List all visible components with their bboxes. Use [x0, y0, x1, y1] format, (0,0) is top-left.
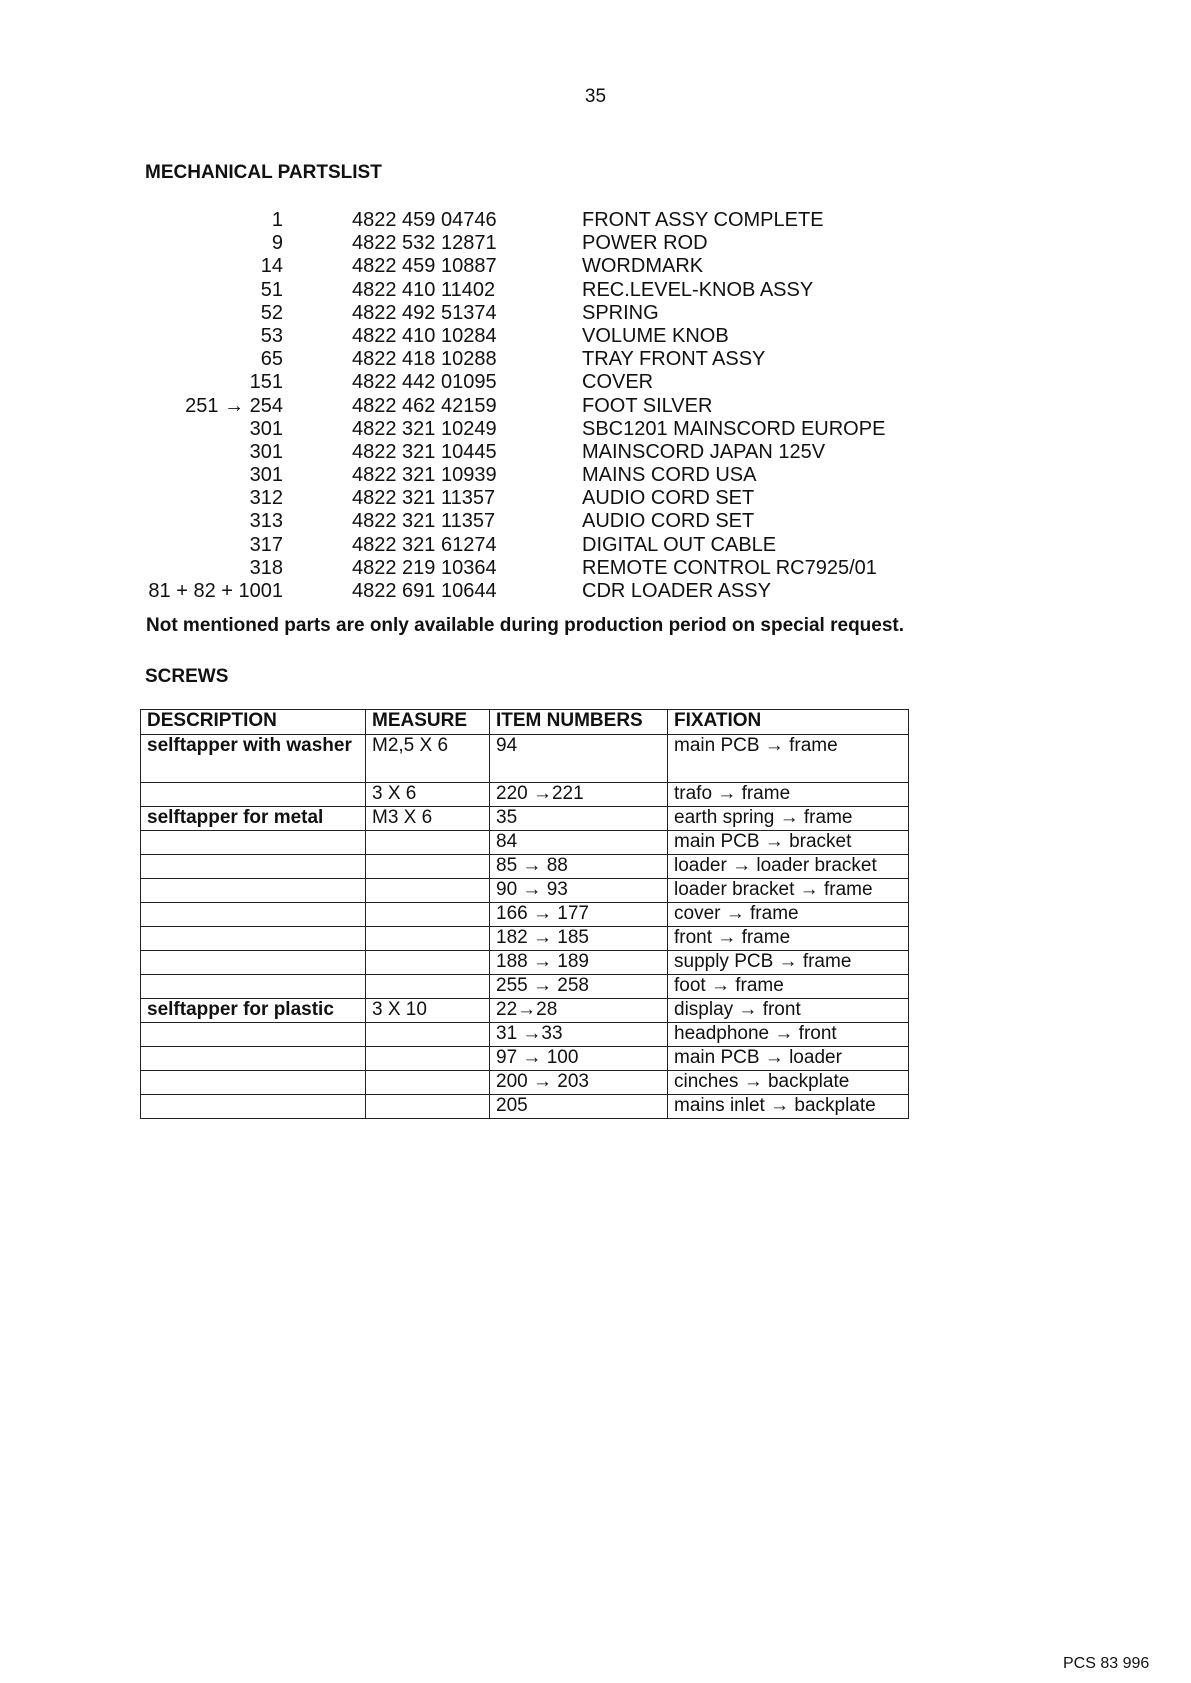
part-item: 81 + 82 + 1001 [148, 580, 283, 602]
parts-row [0, 371, 1191, 394]
availability-note: Not mentioned parts are only available during production period on special request. [146, 615, 905, 636]
table-row [141, 807, 909, 831]
cell-item-numbers: 188 → 189 [490, 951, 668, 975]
cell-item-numbers: 35 [490, 807, 668, 831]
cell-fixation: supply PCB → frame [668, 951, 909, 975]
part-item: 301 [249, 417, 283, 440]
parts-row [0, 279, 1191, 302]
part-code: 4822 459 10887 [352, 255, 497, 278]
cell-item-numbers: 97 → 100 [490, 1047, 668, 1071]
parts-row [0, 487, 1191, 510]
cell-fixation: cinches → backplate [668, 1071, 909, 1095]
cell-item-numbers: 94 [490, 735, 668, 783]
cell-description [141, 855, 366, 879]
part-description: FRONT ASSY COMPLETE [582, 209, 824, 231]
part-item: 65 [260, 348, 283, 371]
part-code: 4822 321 61274 [352, 533, 497, 556]
part-item: 301 [249, 464, 283, 487]
parts-row [0, 255, 1191, 278]
part-description: VOLUME KNOB [582, 324, 729, 347]
part-description: SBC1201 MAINSCORD EUROPE [582, 417, 886, 440]
table-row [141, 831, 909, 855]
cell-description: selftapper for plastic [141, 999, 366, 1023]
cell-fixation: main PCB → frame [668, 735, 909, 783]
table-row [141, 855, 909, 879]
part-item: 14 [260, 255, 283, 278]
part-code: 4822 691 10644 [352, 580, 497, 602]
cell-fixation: loader → loader bracket [668, 855, 909, 879]
table-row [141, 999, 909, 1023]
part-code: 4822 418 10288 [352, 348, 497, 371]
cell-description [141, 951, 366, 975]
part-code: 4822 321 10249 [352, 417, 497, 440]
cell-fixation: main PCB → loader [668, 1047, 909, 1071]
cell-measure [366, 903, 490, 927]
cell-description [141, 1047, 366, 1071]
cell-description: selftapper for metal [141, 807, 366, 831]
cell-measure [366, 951, 490, 975]
table-row [141, 735, 909, 783]
cell-fixation: headphone → front [668, 1023, 909, 1047]
part-item: 318 [249, 556, 283, 579]
cell-item-numbers: 205 [490, 1095, 668, 1119]
part-code: 4822 442 01095 [352, 371, 497, 394]
cell-description [141, 783, 366, 807]
part-item: 53 [260, 324, 283, 347]
cell-description [141, 927, 366, 951]
cell-item-numbers: 31 →33 [490, 1023, 668, 1047]
document-code: PCS 83 996 [1063, 1655, 1150, 1672]
part-code: 4822 492 51374 [352, 301, 497, 324]
part-code: 4822 410 11402 [352, 278, 496, 301]
cell-description [141, 903, 366, 927]
cell-description [141, 1023, 366, 1047]
part-description: MAINSCORD JAPAN 125V [582, 440, 826, 463]
cell-measure: 3 X 10 [366, 999, 490, 1023]
cell-fixation: cover → frame [668, 903, 909, 927]
part-item: 313 [249, 510, 283, 533]
parts-row [0, 580, 1191, 603]
part-description: POWER ROD [582, 232, 708, 255]
table-header-row [141, 710, 909, 735]
cell-fixation: trafo → frame [668, 783, 909, 807]
cell-item-numbers: 182 → 185 [490, 927, 668, 951]
cell-measure [366, 855, 490, 879]
part-item: 52 [260, 301, 283, 324]
cell-measure [366, 1047, 490, 1071]
cell-fixation: mains inlet → backplate [668, 1095, 909, 1119]
part-item: 9 [271, 232, 283, 255]
parts-row [0, 557, 1191, 580]
cell-item-numbers: 85 → 88 [490, 855, 668, 879]
cell-item-numbers: 220 →221 [490, 783, 668, 807]
parts-row [0, 348, 1191, 371]
part-code: 4822 410 10284 [352, 324, 497, 347]
cell-description [141, 879, 366, 903]
parts-row [0, 232, 1191, 255]
parts-row [0, 418, 1191, 441]
part-item: 301 [249, 440, 283, 463]
table-row [141, 1047, 909, 1071]
table-row [141, 927, 909, 951]
parts-row [0, 209, 1191, 232]
table-row [141, 975, 909, 999]
cell-measure: M3 X 6 [366, 807, 490, 831]
cell-fixation: earth spring → frame [668, 807, 909, 831]
part-code: 4822 462 42159 [352, 394, 497, 417]
cell-measure: 3 X 6 [366, 783, 490, 807]
part-item: 251 → 254 [185, 394, 283, 417]
cell-fixation: foot → frame [668, 975, 909, 999]
part-item: 151 [249, 371, 283, 394]
part-code: 4822 321 11357 [352, 510, 496, 533]
cell-item-numbers: 200 → 203 [490, 1071, 668, 1095]
column-header-description: DESCRIPTION [141, 710, 366, 735]
cell-measure [366, 1071, 490, 1095]
column-header-measure: MEASURE [366, 710, 490, 735]
parts-list-heading: MECHANICAL PARTSLIST [145, 162, 382, 183]
part-description: TRAY FRONT ASSY [582, 348, 766, 371]
part-description: DIGITAL OUT CABLE [582, 533, 777, 556]
parts-row [0, 302, 1191, 325]
column-header-fixation: FIXATION [668, 710, 909, 735]
part-item: 1 [271, 209, 283, 231]
page-number: 35 [584, 86, 607, 107]
cell-measure [366, 975, 490, 999]
cell-item-numbers: 166 → 177 [490, 903, 668, 927]
part-description: MAINS CORD USA [582, 464, 757, 487]
table-row [141, 951, 909, 975]
cell-measure [366, 1095, 490, 1119]
cell-fixation: display → front [668, 999, 909, 1023]
cell-measure [366, 879, 490, 903]
part-code: 4822 321 11357 [352, 487, 496, 510]
table-row [141, 1023, 909, 1047]
part-item: 312 [249, 487, 283, 510]
part-description: AUDIO CORD SET [582, 510, 755, 533]
cell-description: selftapper with washer [141, 735, 366, 783]
part-description: WORDMARK [582, 255, 704, 278]
part-item: 51 [260, 278, 283, 301]
parts-row [0, 325, 1191, 348]
part-description: COVER [582, 371, 654, 394]
part-description: SPRING [582, 301, 659, 324]
cell-measure [366, 1023, 490, 1047]
part-description: AUDIO CORD SET [582, 487, 755, 510]
part-description: REMOTE CONTROL RC7925/01 [582, 556, 877, 579]
part-code: 4822 321 10445 [352, 440, 497, 463]
cell-measure: M2,5 X 6 [366, 735, 490, 783]
table-row [141, 1071, 909, 1095]
cell-description [141, 975, 366, 999]
cell-fixation: main PCB → bracket [668, 831, 909, 855]
parts-row [0, 464, 1191, 487]
table-row [141, 1095, 909, 1119]
cell-item-numbers: 90 → 93 [490, 879, 668, 903]
part-description: CDR LOADER ASSY [582, 580, 771, 602]
screws-heading: SCREWS [145, 666, 229, 687]
parts-row [0, 510, 1191, 533]
cell-item-numbers: 84 [490, 831, 668, 855]
screws-table [140, 709, 909, 1119]
part-code: 4822 321 10939 [352, 464, 497, 487]
part-code: 4822 219 10364 [352, 556, 497, 579]
cell-measure [366, 927, 490, 951]
part-code: 4822 459 04746 [352, 209, 497, 231]
cell-item-numbers: 255 → 258 [490, 975, 668, 999]
cell-fixation: front → frame [668, 927, 909, 951]
table-row [141, 783, 909, 807]
cell-description [141, 831, 366, 855]
table-row [141, 903, 909, 927]
cell-fixation: loader bracket → frame [668, 879, 909, 903]
parts-list [0, 209, 1191, 603]
part-description: REC.LEVEL-KNOB ASSY [582, 278, 814, 301]
parts-row [0, 441, 1191, 464]
cell-item-numbers: 22→28 [490, 999, 668, 1023]
part-description: FOOT SILVER [582, 394, 713, 417]
part-code: 4822 532 12871 [352, 232, 497, 255]
part-item: 317 [249, 533, 283, 556]
parts-row [0, 395, 1191, 418]
cell-description [141, 1095, 366, 1119]
column-header-item-numbers: ITEM NUMBERS [490, 710, 668, 735]
cell-description [141, 1071, 366, 1095]
cell-measure [366, 831, 490, 855]
table-row [141, 879, 909, 903]
parts-row [0, 534, 1191, 557]
